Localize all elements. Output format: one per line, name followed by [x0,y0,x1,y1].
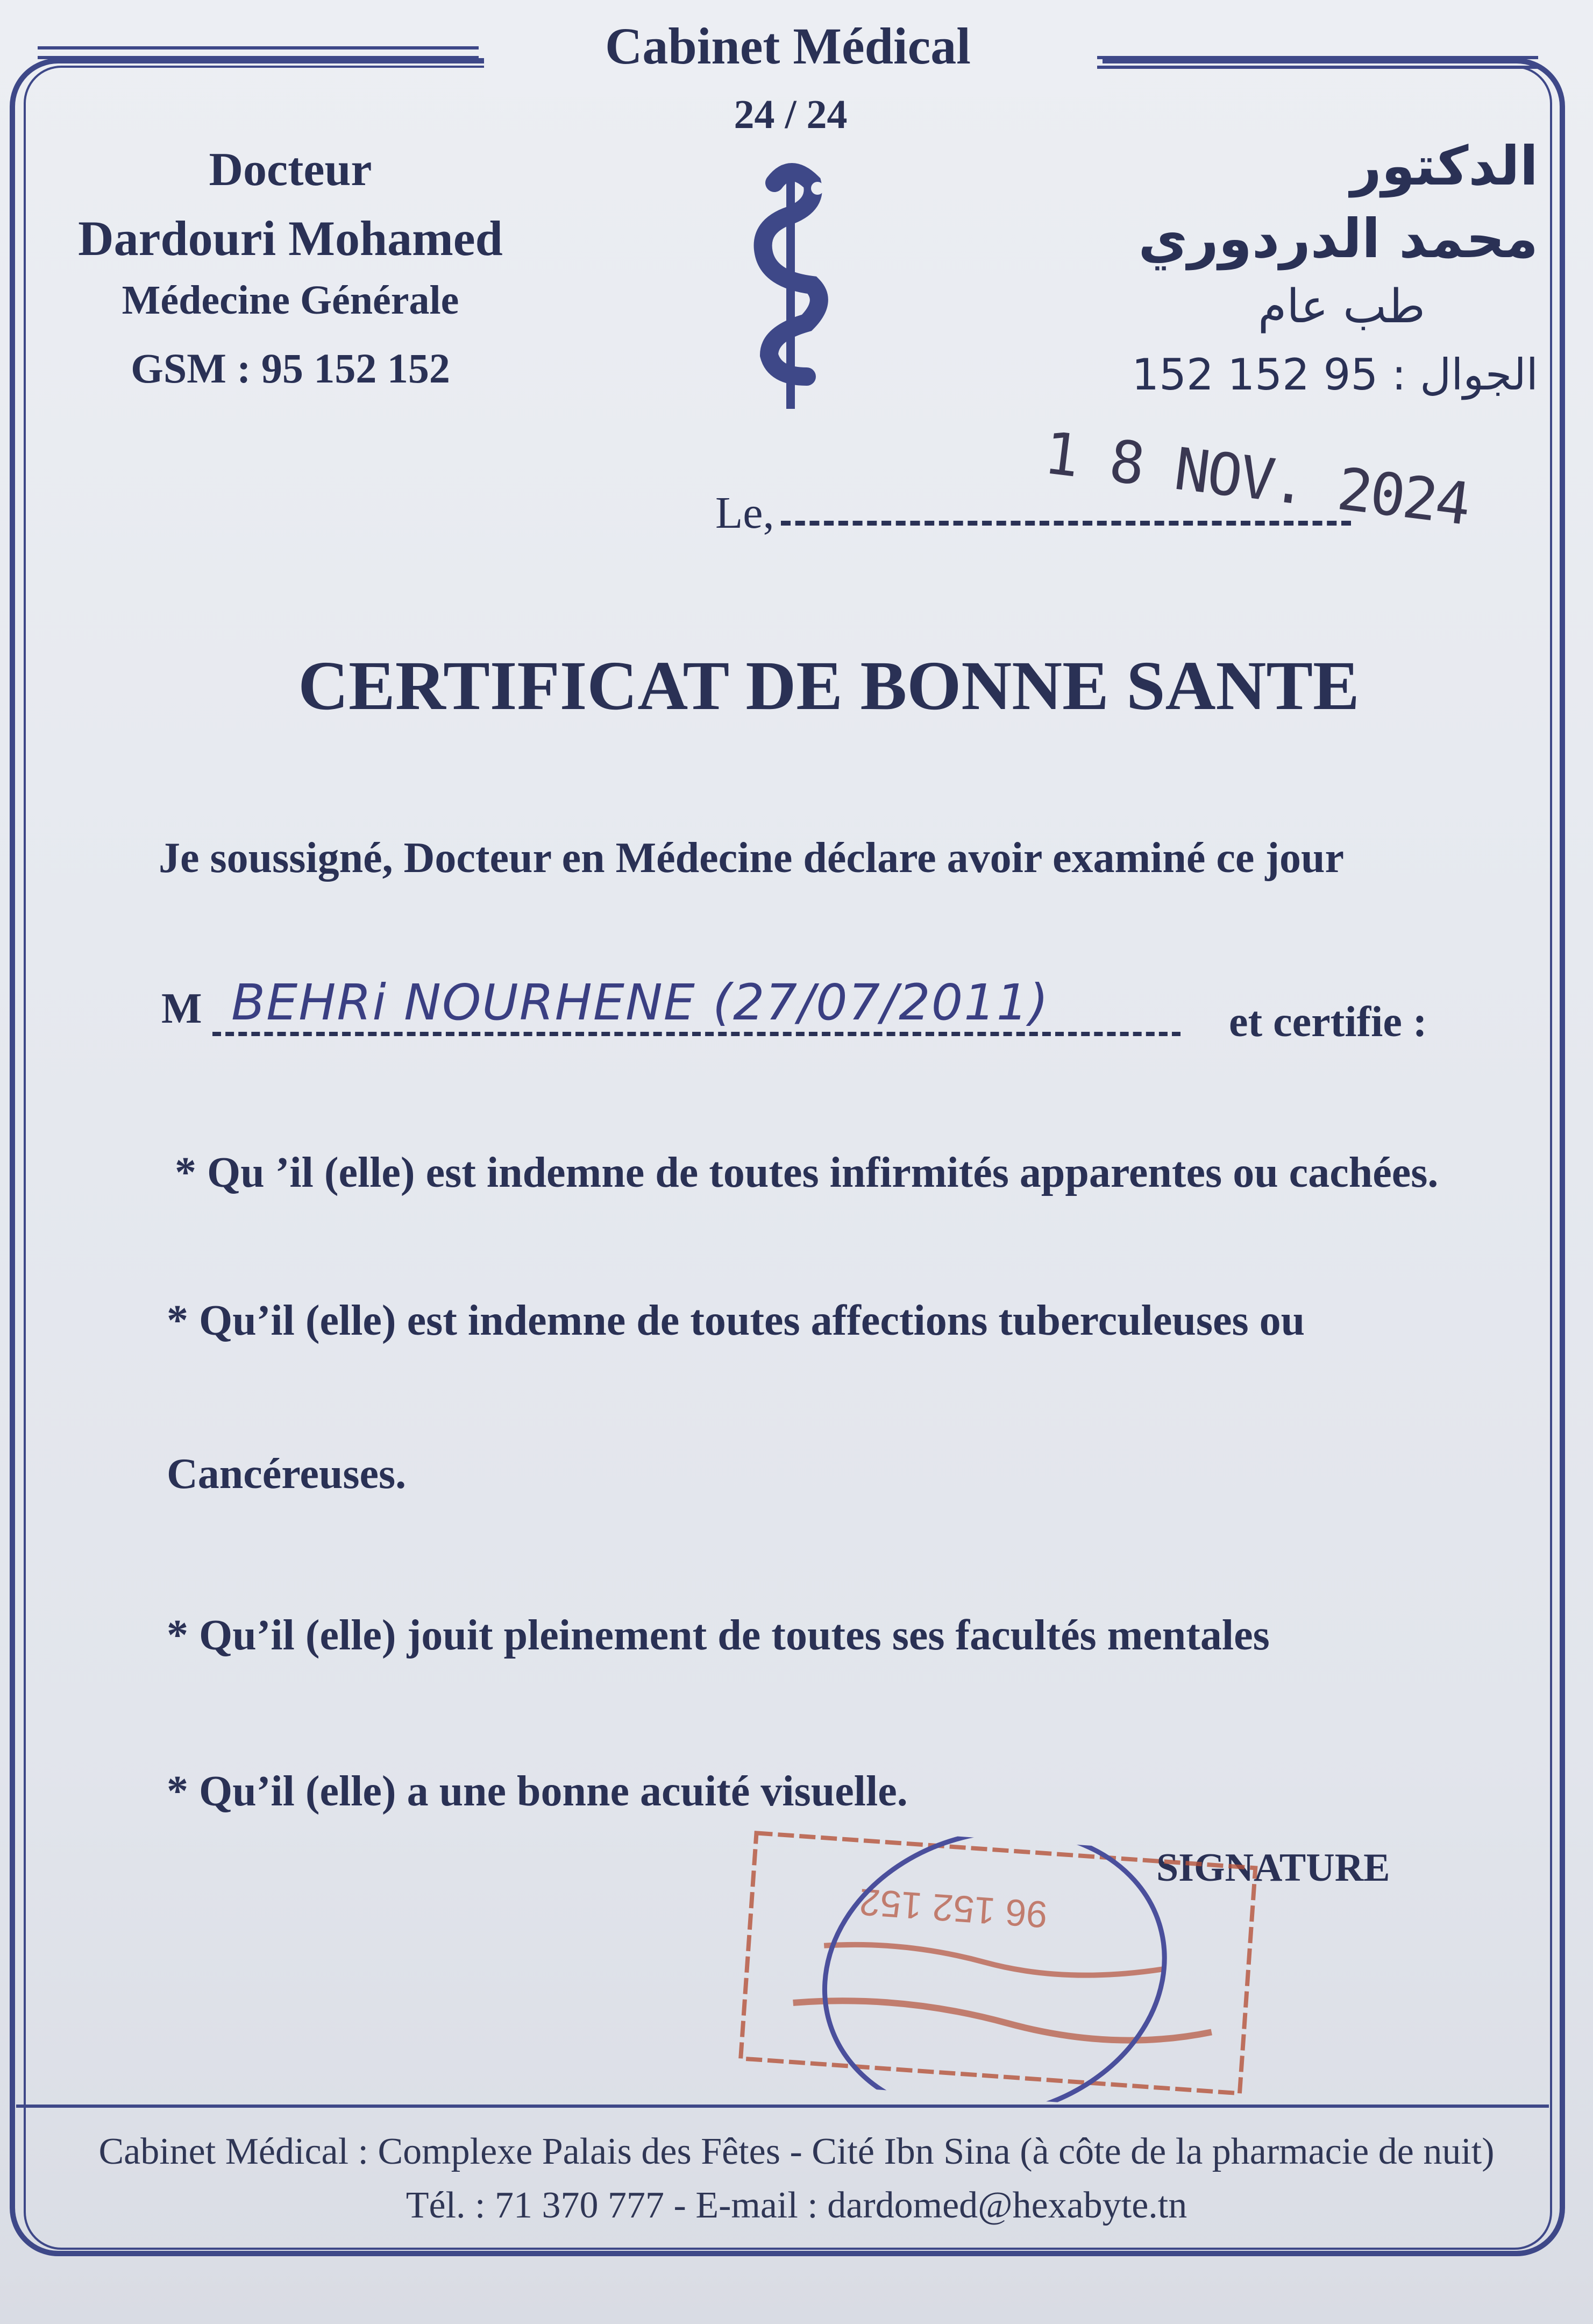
stamp-phone: 96 152 152 [858,1881,1049,1936]
doctor-phone-ar: الجوال : 95 152 152 [1132,350,1538,400]
certificate-title: CERTIFICAT DE BONNE SANTE [298,647,1360,725]
patient-dotted-line [212,1032,1180,1036]
certify-text: et certifie : [1229,998,1427,1046]
doctor-title: Docteur [209,144,372,196]
doctor-title-ar: الدكتور [1350,134,1538,197]
caduceus-icon [737,161,844,420]
date-stamp: 1 8 NOV. 2024 [1040,420,1473,539]
header-rule-left [38,46,479,49]
patient-prefix: M [161,985,202,1032]
date-dotted-line [781,521,1351,526]
clause-infirmities: * Qu ’il (elle) est indemne de toutes infirmités apparentes ou cachées. [175,1149,1439,1196]
doctor-phone: GSM : 95 152 152 [131,345,450,392]
clause-mental: * Qu’il (elle) jouit pleinement de toutes ses facultés mentales [167,1612,1270,1659]
header-rule-right [1097,56,1538,59]
clause-vision: * Qu’il (elle) a une bonne acuité visuelle. [167,1768,908,1815]
footer-address: Cabinet Médical : Complexe Palais des Fêtes - Cité Ibn Sina (à côte de la pharmacie de nuit) [98,2131,1495,2172]
doctor-specialty-ar: طب عام [1258,280,1425,334]
clause-cancer: Cancéreuses. [167,1450,407,1498]
patient-name-handwritten: BEHRi NOURHENE (27/07/2011) [231,974,1050,1031]
cabinet-title: Cabinet Médical [605,17,971,75]
signature-label: SIGNATURE [1156,1846,1390,1890]
header-rule-right-2 [1097,66,1538,69]
footer-rule [16,2105,1549,2108]
doctor-specialty: Médecine Générale [122,278,459,323]
doctor-name-ar: محمد الدردوري [1138,207,1538,270]
clause-tuberculosis: * Qu’il (elle) est indemne de toutes affections tuberculeuses ou [167,1297,1305,1344]
doctor-stamp [734,1822,1272,2116]
date-label: Le, [715,488,774,538]
cabinet-hours: 24 / 24 [734,92,848,137]
header-rule-left-2 [38,56,479,59]
doctor-name: Dardouri Mohamed [78,211,503,266]
footer-contact: Tél. : 71 370 777 - E-mail : dardomed@hexabyte.tn [406,2185,1187,2226]
intro-text: Je soussigné, Docteur en Médecine déclare avoir examiné ce jour [159,834,1344,882]
